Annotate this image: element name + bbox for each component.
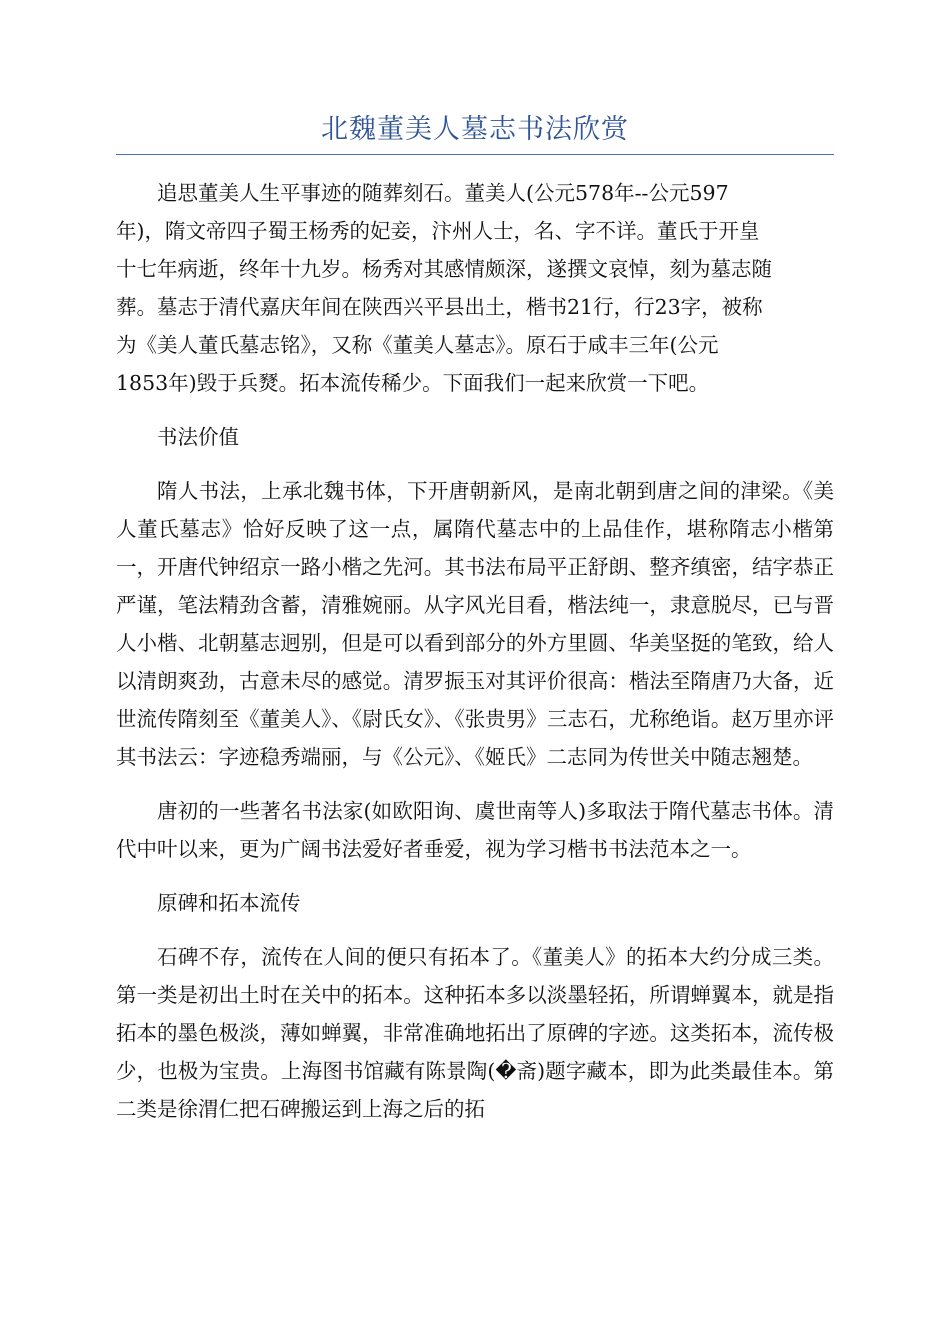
calligraphy-value-paragraph: 隋人书法，上承北魏书体，下开唐朝新风，是南北朝到唐之间的津梁。《美人董氏墓志》恰好反映了这一点，属隋代墓志中的上品佳作，堪称隋志小楷第一，开唐代钟绍京一路小楷之先河。其书法布局平正舒朗、整齐缜密，结字恭正严谨，笔法精劲含蓄，清雅婉丽。从字风光目看，楷法纯一，隶意脱尽，已与晋人小楷、北朝墓志迥别，但是可以看到部分的外方里圆、华美坚挺的笔致，给人以清朗爽劲，古意未尽的感觉。清罗振玉对其评价很高：楷法至隋唐乃大备，近世流传隋刻至《董美人》、《尉氏女》、《张贵男》三志石，尤称绝诣。赵万里亦评其书法云：字迹稳秀端丽，与《公元》、《姬氏》二志同为传世关中随志翘楚。 — [116, 479, 834, 769]
title-underline — [116, 154, 834, 155]
rubbings-paragraph: 石碑不存，流传在人间的便只有拓本了。《董美人》的拓本大约分成三类。第一类是初出土时在关中的拓本。这种拓本多以淡墨轻拓，所谓蝉翼本，就是指拓本的墨色极淡，薄如蝉翼，非常准确地拓出了原碑的字迹。这类拓本，流传极少，也极为宝贵。上海图书馆藏有陈景陶(�斋)题字藏本，即为此类最佳本。第二类是徐渭仁把石碑搬运到上海之后的拓 — [116, 945, 834, 1121]
document-title: 北魏董美人墓志书法欣赏 — [321, 114, 629, 145]
tang-influence-paragraph: 唐初的一些著名书法家(如欧阳询、虞世南等人)多取法于隋代墓志书体。清代中叶以来，更为广阔书法爱好者垂爱，视为学习楷书书法范本之一。 — [116, 799, 834, 861]
intro-line: 年)，隋文帝四子蜀王杨秀的妃妾，汴州人士，名、字不详。董氏于开皇 — [116, 219, 760, 243]
document-body — [116, 174, 834, 1128]
intro-line: 十七年病逝，终年十九岁。杨秀对其感情颇深，遂撰文哀悼，刻为墓志随 — [116, 257, 772, 281]
intro-line: 为《美人董氏墓志铭》，又称《董美人墓志》。原石于咸丰三年(公元 — [116, 333, 719, 357]
intro-line: 追思董美人生平事迹的随葬刻石。董美人(公元578年--公元597 — [157, 181, 729, 205]
intro-line: 1853年)毁于兵燹。拓本流传稀少。下面我们一起来欣赏一下吧。 — [116, 371, 710, 395]
intro-paragraph — [116, 174, 834, 402]
intro-line: 葬。墓志于清代嘉庆年间在陕西兴平县出土，楷书21行，行23字，被称 — [116, 295, 763, 319]
section-heading-calligraphy-value: 书法价值 — [157, 425, 239, 449]
section-heading-stele-rubbings: 原碑和拓本流传 — [157, 891, 301, 915]
